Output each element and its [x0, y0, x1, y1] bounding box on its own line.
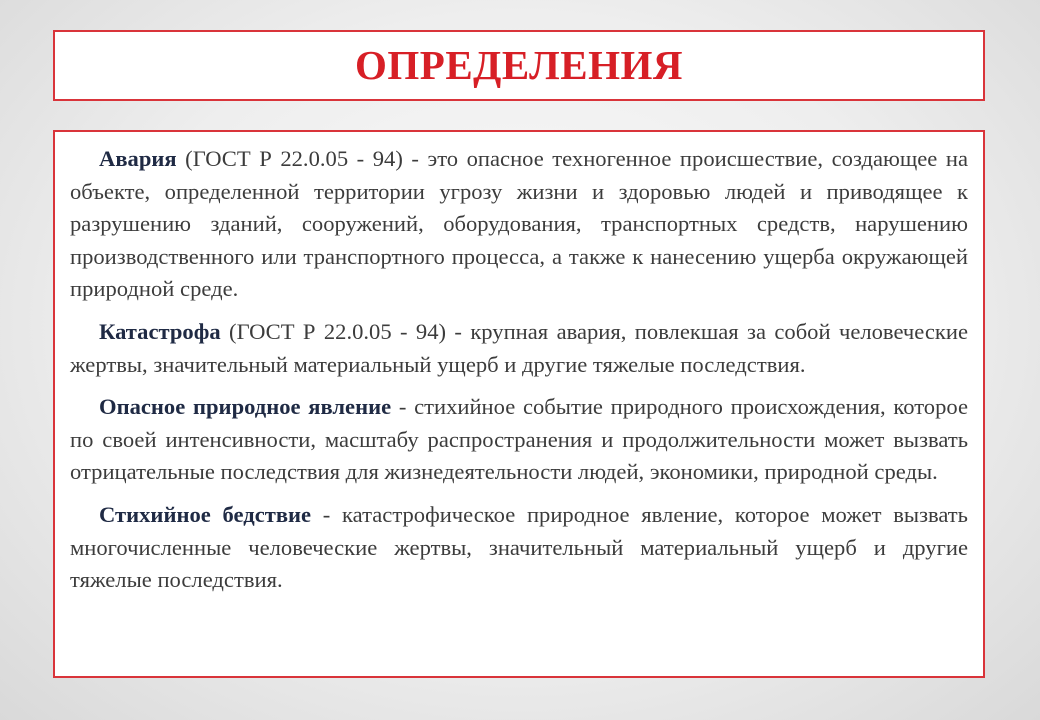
definition-paragraph [70, 143, 968, 306]
definition-term: Опасное природное явление [99, 394, 392, 420]
definition-paragraph [70, 391, 968, 489]
title-banner [53, 30, 985, 101]
definition-text: (ГОСТ Р 22.0.05 - 94) - это опасное техногенное происшествие, создающее на объекте, определенной территории угрозу жизни и здоровью людей и приводящее к разрушению зданий, сооружений, оборудования, транспортных средств, нарушению производственного или транспортного процесса, а также к нанесению ущерба окружающей природной среде. [70, 146, 968, 302]
definition-term: Авария [99, 146, 177, 171]
definitions-panel [53, 130, 985, 678]
definition-paragraph [70, 316, 968, 381]
definition-text: - стихийное событие природного происхождения, которое по своей интенсивности, масштабу распространения и продолжительности может вызвать отрицательные последствия для жизнедеятельности людей, экономики, природной среды. [70, 394, 968, 485]
definition-term: Стихийное бедствие [99, 501, 312, 527]
definition-text: (ГОСТ Р 22.0.05 - 94) - крупная авария, повлекшая за собой человеческие жертвы, значительный материальный ущерб и другие тяжелые последствия. [70, 318, 968, 377]
page-title: ОПРЕДЕЛЕНИЯ [355, 42, 683, 88]
definition-term: Катастрофа [99, 318, 221, 344]
definition-paragraph [70, 499, 968, 597]
definition-text: - катастрофическое природное явление, которое может вызвать многочисленные человеческие жертвы, значительный материальный ущерб и другие тяжелые последствия. [70, 501, 968, 593]
